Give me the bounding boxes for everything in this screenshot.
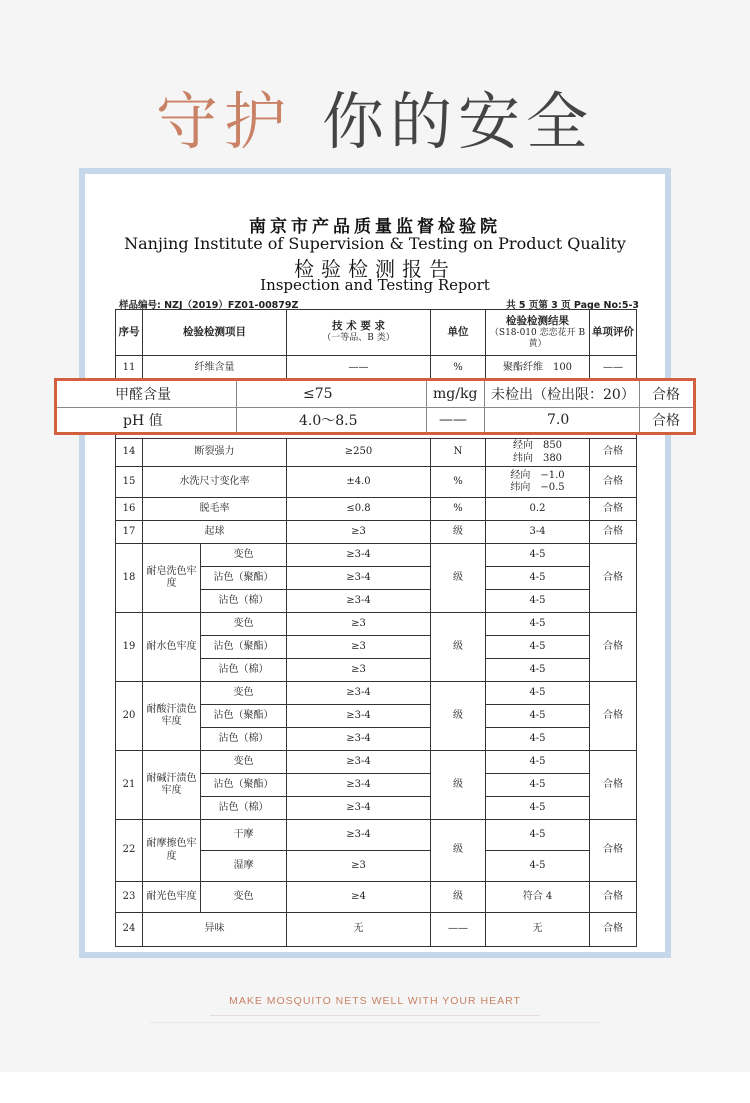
report-title-cn: 检验检测报告 [294,257,456,281]
decor-line [210,1015,540,1016]
header-result: 检验检测结果 （S18-010 恋恋花开 B 黄） [486,310,590,356]
org-name-en: Nanjing Institute of Supervision & Testing on Product Quality [124,234,626,253]
org-name-cn: 南京市产品质量监督检验院 [249,217,501,237]
table-row: 23 耐光色牢度 变色 ≥4 级 符合 4 合格 [116,882,637,913]
hl-eval: 合格 [652,387,680,403]
headline [0,72,750,161]
header-item: 检验检测项目 [143,310,287,356]
table-row: 22 耐摩擦色牢度 干摩 ≥3-4 级 4-5 合格 [116,820,637,851]
hl-result: 未检出（检出限：20） [485,381,640,407]
report-table: 序号 检验检测项目 技 术 要 求 （一等品、B 类） 单位 检验检测结果 （S18-010 恋恋花开 B 黄） 单项评价 11 纤维含量 —— % 聚酯纤维 100 —— 14 断裂强力 ≥250 N 经向 850 纬向 380 合格 15 水洗尺寸变化率 ±4.0 % 经向 −1.0 纬向 −0.5 合格 16 脱毛率 ≤0.8 % 0.2 合格 17 起球 ≥3 级 3-4 合格 18 耐皂洗色牢度 变色 ≥3-4 级 4-5 合格 沾色（聚酯） ≥3-4 4-5 沾色（棉） ≥3-4 4-5 19 耐水色牢度 变色 ≥3 级 4-5 合格 沾色（聚酯） ≥3 4-5 沾色（棉） ≥3 4-5 20 耐酸汗渍色牢度 变色 ≥3-4 级 4-5 合格 沾色（聚酯） ≥3-4 4-5 沾色（棉） ≥3-4 4-5 21 耐碱汗渍色牢度 变色 ≥3-4 级 4-5 合格 沾色（聚酯） ≥3-4 4-5 沾色（棉） ≥3-4 4-5 22 耐摩擦色牢度 干摩 ≥3-4 级 4-5 合格 湿摩 ≥3 4-5 23 耐光色牢度 变色 ≥4 级 符合 4 合格 24 异味 无 —— 无 合格 [115,309,637,947]
hl-item: 甲醛含量 [57,381,237,407]
hl-item: pH 值 [57,407,237,432]
report-paper [85,174,665,952]
report-frame [79,168,671,958]
table-row: 11 纤维含量 —— % 聚酯纤维 100 —— [116,356,637,382]
headline-accent: 守护 [155,85,292,158]
highlight-box [54,378,696,435]
decor-line [150,1022,600,1023]
bottom-band [0,1072,750,1103]
hl-eval: 合格 [652,412,680,429]
table-row: 14 断裂强力 ≥250 N 经向 850 纬向 380 合格 [116,439,637,467]
page-info: 共 5 页第 3 页 Page No:5-3 [506,300,639,311]
tagline: MAKE MOSQUITO NETS WELL WITH YOUR HEART [229,995,521,1007]
table-row: 16 脱毛率 ≤0.8 % 0.2 合格 [116,498,637,521]
header-eval: 单项评价 [590,310,637,356]
headline-main: 你的安全 [322,85,595,158]
highlight-row-ph [57,407,693,432]
table-row: 21 耐碱汗渍色牢度 变色 ≥3-4 级 4-5 合格 [116,751,637,774]
header-unit: 单位 [431,310,486,356]
hl-req: 4.0～8.5 [237,407,427,432]
table-header-row [116,310,637,356]
table-row: 15 水洗尺寸变化率 ±4.0 % 经向 −1.0 纬向 −0.5 合格 [116,467,637,498]
sample-number: 样品编号: NZJ（2019）FZ01-00879Z [119,300,299,311]
header-no: 序号 [116,310,143,356]
hl-req: ≤75 [237,381,427,407]
table-row: 24 异味 无 —— 无 合格 [116,913,637,947]
table-row: 17 起球 ≥3 级 3-4 合格 [116,521,637,544]
table-row: 18 耐皂洗色牢度 变色 ≥3-4 级 4-5 合格 [116,544,637,567]
hl-unit: —— [427,407,485,432]
table-row: 20 耐酸汗渍色牢度 变色 ≥3-4 级 4-5 合格 [116,682,637,705]
hl-result: 7.0 [485,407,640,432]
hl-unit: mg/kg [427,381,485,407]
header-req: 技 术 要 求 （一等品、B 类） [287,310,431,356]
report-title-en: Inspection and Testing Report [260,276,490,294]
table-row: 19 耐水色牢度 变色 ≥3 级 4-5 合格 [116,613,637,636]
highlight-row-formaldehyde [57,381,693,408]
